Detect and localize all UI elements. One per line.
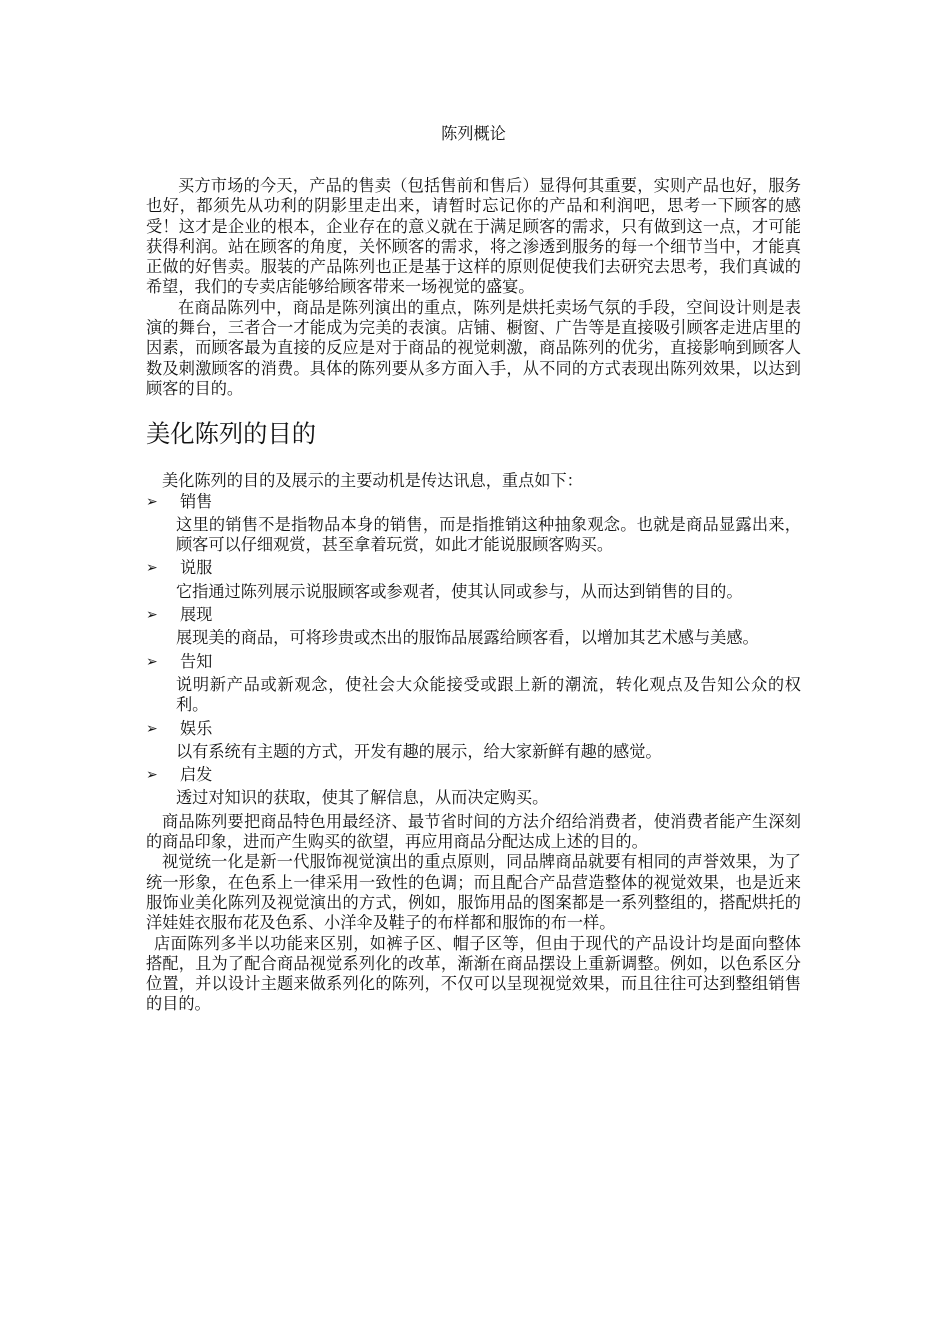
bullet-item-inform (146, 652, 801, 716)
bullet-item-sales (146, 492, 801, 556)
arrowhead-bullet-icon: ➢ (146, 560, 158, 577)
bullet-heading: 展现 (180, 605, 213, 625)
bullet-body: 透过对知识的获取，使其了解信息，从而决定购买。 (176, 788, 549, 808)
arrowhead-bullet-icon: ➢ (146, 653, 158, 670)
arrowhead-bullet-icon: ➢ (146, 767, 158, 784)
closing-paragraph-3: 店面陈列多半以功能来区别，如裤子区、帽子区等，但由于现代的产品设计均是面向整体搭配，且为了配合商品视觉系列化的改革，渐渐在商品摆设上重新调整。例如，以色系区分位置，并以设计主题来做系列化的陈列，不仅可以呈现视觉效果，而且往往可达到整组销售的目的。 (146, 933, 801, 1014)
document-page (146, 122, 801, 1015)
section-intro: 美化陈列的目的及展示的主要动机是传达讯息，重点如下： (162, 471, 583, 491)
bullet-heading: 启发 (180, 765, 213, 785)
bullet-heading: 销售 (180, 491, 213, 511)
bullet-body: 展现美的商品，可将珍贵或杰出的服饰品展露给顾客看，以增加其艺术感与美感。 (176, 628, 759, 648)
arrowhead-bullet-icon: ➢ (146, 493, 158, 510)
intro-paragraph-2: 在商品陈列中，商品是陈列演出的重点，陈列是烘托卖场气氛的手段，空间设计则是表演的舞台，三者合一才能成为完美的表演。店铺、橱窗、广告等是直接吸引顾客走进店里的因素，而顾客最为直接的反应是对于商品的视觉刺激，商品陈列的优劣，直接影响到顾客人数及刺激顾客的消费。具体的陈列要从多方面入手，从不同的方式表现出陈列效果，以达到顾客的目的。 (146, 297, 801, 398)
document-title: 陈列概论 (441, 124, 506, 143)
bullet-body: 以有系统有主题的方式，开发有趣的展示，给大家新鲜有趣的感觉。 (176, 741, 662, 761)
closing-paragraph-1: 商品陈列要把商品特色用最经济、最节省时间的方法介绍给消费者，使消费者能产生深刻的商品印象，进而产生购买的欲望，再应用商品分配达成上述的目的。 (146, 811, 801, 852)
bullet-body: 它指通过陈列展示说服顾客或参观者，使其认同或参与，从而达到销售的目的。 (176, 581, 743, 601)
bullet-body: 说明新产品或新观念，使社会大众能接受或跟上新的潮流，转化观点及告知公众的权利。 (176, 674, 801, 715)
section-heading: 美化陈列的目的 (146, 419, 317, 449)
arrowhead-bullet-icon: ➢ (146, 607, 158, 624)
bullet-heading: 说服 (180, 558, 213, 578)
bullet-item-display (146, 605, 801, 649)
bullet-body: 这里的销售不是指物品本身的销售，而是指推销这种抽象观念。也就是商品显露出来，顾客可以仔细观赏，甚至拿着玩赏，如此才能说服顾客购买。 (176, 514, 801, 555)
bullet-item-inspire (146, 765, 801, 809)
bullet-item-entertain (146, 719, 801, 763)
arrowhead-bullet-icon: ➢ (146, 720, 158, 737)
bullet-heading: 娱乐 (180, 718, 213, 738)
closing-paragraph-2: 视觉统一化是新一代服饰视觉演出的重点原则，同品牌商品就要有相同的声誉效果，为了统一形象，在色系上一律采用一致性的色调；而且配合产品营造整体的视觉效果，也是近来服饰业美化陈列及视觉演出的方式，例如，服饰用品的图案都是一系列整组的，搭配烘托的洋娃娃衣服布花及色系、小洋伞及鞋子的布样都和服饰的布一样。 (146, 852, 801, 933)
intro-paragraph-1: 买方市场的今天，产品的售卖（包括售前和售后）显得何其重要，实则产品也好，服务也好，都须先从功利的阴影里走出来，请暂时忘记你的产品和利润吧，思考一下顾客的感受！这才是企业的根本，企业存在的意义就在于满足顾客的需求，只有做到这一点，才可能获得利润。站在顾客的角度，关怀顾客的需求，将之渗透到服务的每一个细节当中，才能真正做的好售卖。服装的产品陈列也正是基于这样的原则促使我们去研究去思考，我们真诚的希望，我们的专卖店能够给顾客带来一场视觉的盛宴。 (146, 176, 801, 297)
purpose-bullet-list (146, 492, 801, 809)
bullet-heading: 告知 (180, 651, 213, 671)
bullet-item-persuade (146, 558, 801, 602)
